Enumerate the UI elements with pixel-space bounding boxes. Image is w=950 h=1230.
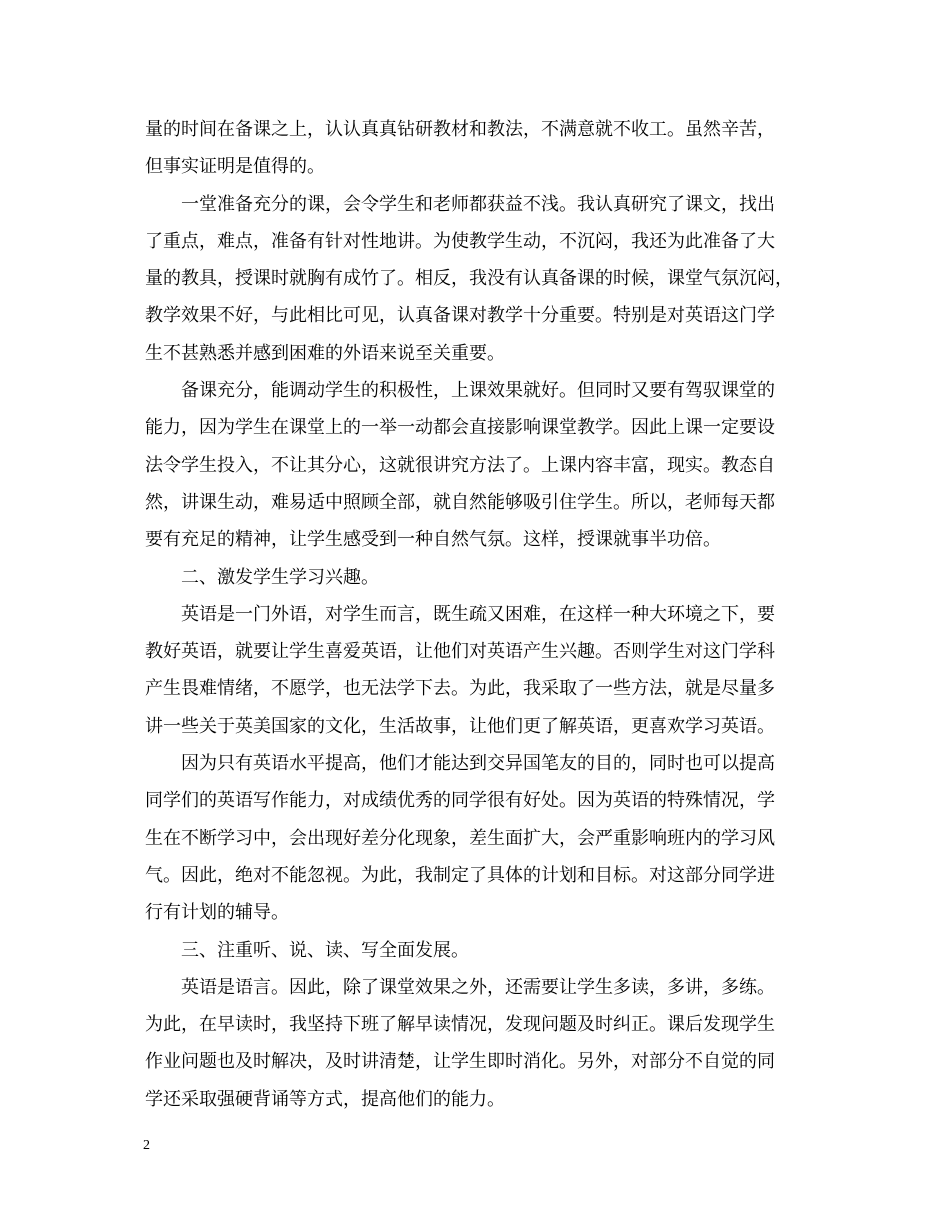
text-line: 学还采取强硬背诵等方式，提高他们的能力。: [145, 1088, 505, 1110]
text-line: 讲一些关于英美国家的文化，生活故事，让他们更了解英语，更喜欢学习英语。: [145, 715, 775, 737]
text-line: 行有计划的辅导。: [145, 902, 289, 924]
text-line: 量的教具，授课时就胸有成竹了。相反，我没有认真备课的时候，课堂气氛沉闷，: [145, 268, 793, 290]
paragraph-start-line: 英语是一门外语，对学生而言，既生疏又困难，在这样一种大环境之下，要: [181, 603, 775, 625]
text-line: 但事实证明是值得的。: [145, 156, 325, 178]
text-line: 量的时间在备课之上，认认真真钻研教材和教法，不满意就不收工。虽然辛苦，: [145, 119, 775, 140]
section-heading: 三、注重听、说、读、写全面发展。: [181, 939, 469, 961]
text-line: 能力，因为学生在课堂上的一举一动都会直接影响课堂教学。因此上课一定要设: [145, 417, 775, 439]
text-line: 为此，在早读时，我坚持下班了解早读情况，发现问题及时纠正。课后发现学生: [145, 1014, 775, 1036]
section-heading: 二、激发学生学习兴趣。: [181, 566, 379, 588]
text-line: 了重点，难点，准备有针对性地讲。为使教学生动，不沉闷，我还为此准备了大: [145, 230, 775, 252]
text-line: 产生畏难情绪，不愿学，也无法学下去。为此，我采取了一些方法，就是尽量多: [145, 678, 775, 700]
text-line: 生在不断学习中，会出现好差分化现象，差生面扩大，会严重影响班内的学习风: [145, 827, 775, 849]
paragraph-start-line: 备课充分，能调动学生的积极性，上课效果就好。但同时又要有驾驭课堂的: [181, 380, 775, 402]
page-number: 2: [143, 1138, 150, 1153]
text-line: 教好英语，就要让学生喜爱英语，让他们对英语产生兴趣。否则学生对这门学科: [145, 641, 775, 663]
body-text: [145, 111, 805, 1118]
text-line: 气。因此，绝对不能忽视。为此，我制定了具体的计划和目标。对这部分同学进: [145, 864, 775, 886]
text-line: 生不甚熟悉并感到困难的外语来说至关重要。: [145, 342, 505, 364]
text-line: 作业问题也及时解决，及时讲清楚，让学生即时消化。另外，对部分不自觉的同: [145, 1051, 775, 1073]
paragraph-start-line: 一堂准备充分的课，会令学生和老师都获益不浅。我认真研究了课文，找出: [181, 193, 775, 215]
text-line: 法令学生投入，不让其分心，这就很讲究方法了。上课内容丰富，现实。教态自: [145, 454, 775, 476]
text-line: 教学效果不好，与此相比可见，认真备课对教学十分重要。特别是对英语这门学: [145, 305, 775, 327]
paragraph-start-line: 因为只有英语水平提高，他们才能达到交异国笔友的目的，同时也可以提高: [181, 753, 775, 775]
text-line: 同学们的英语写作能力，对成绩优秀的同学很有好处。因为英语的特殊情况，学: [145, 790, 775, 812]
text-line: 要有充足的精神，让学生感受到一种自然气氛。这样，授课就事半功倍。: [145, 529, 721, 551]
text-line: 然，讲课生动，难易适中照顾全部，就自然能够吸引住学生。所以，老师每天都: [145, 491, 775, 513]
paragraph-start-line: 英语是语言。因此，除了课堂效果之外，还需要让学生多读，多讲，多练。: [181, 976, 775, 998]
